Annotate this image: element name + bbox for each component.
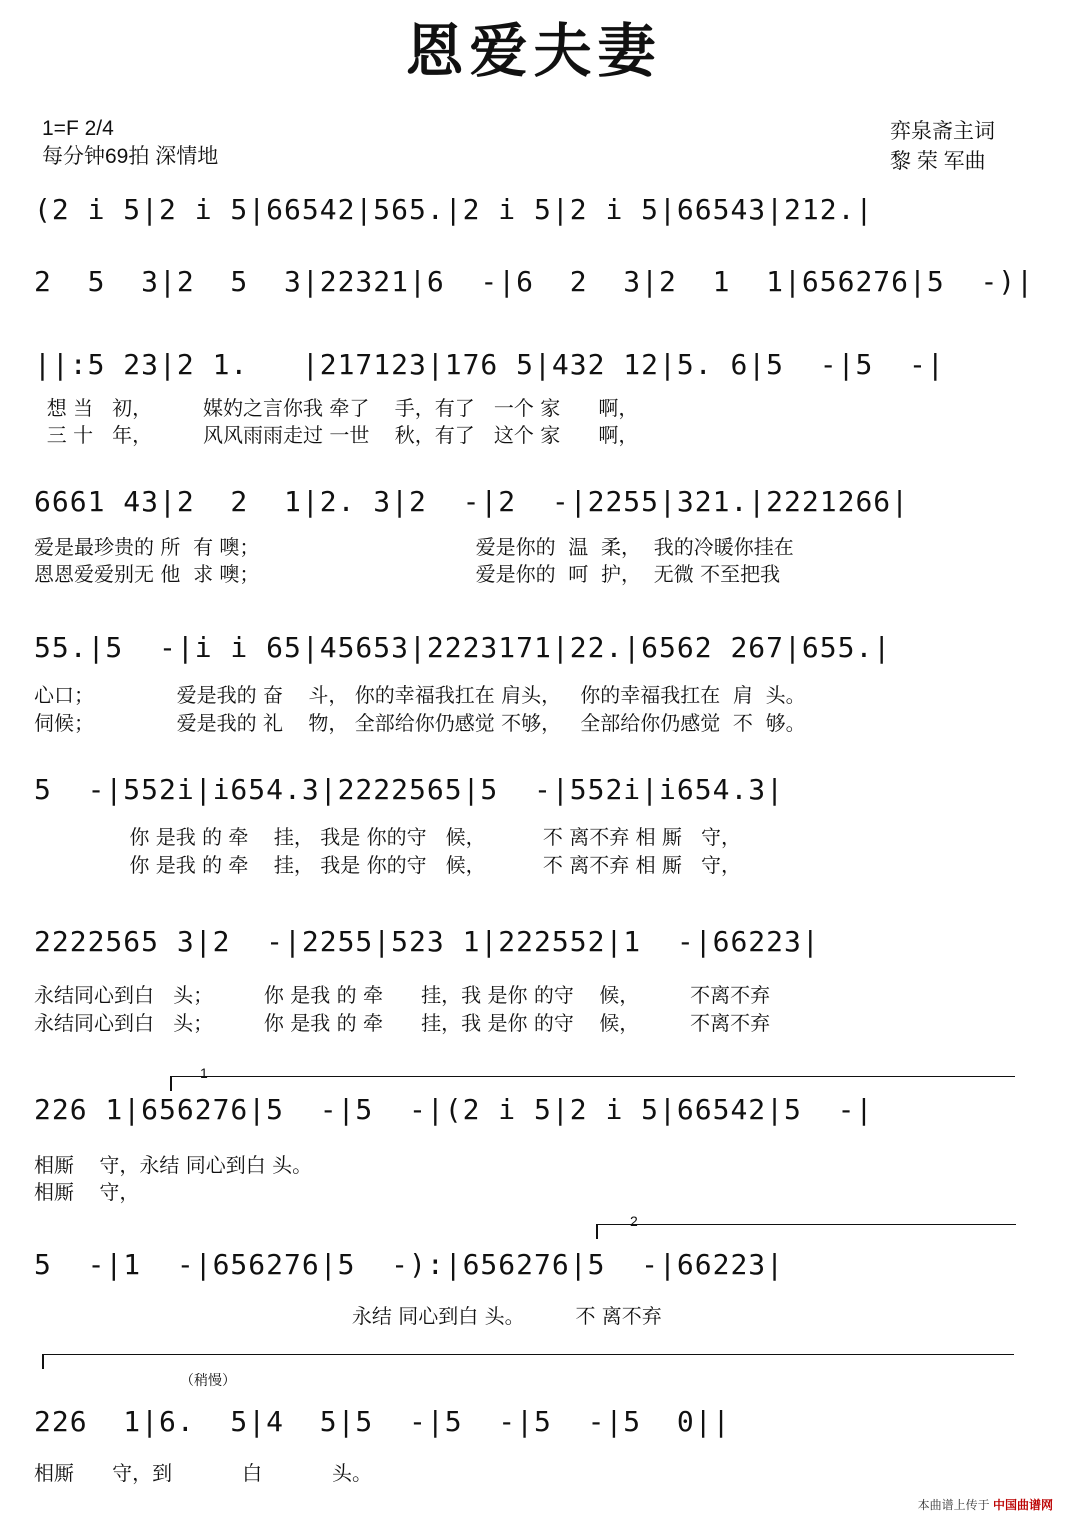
notation-line: 55.|5 -|i i 65|45653|2223171|22.|6562 267|655.| [34,631,892,664]
lyric-line: 永结同心到白 头； 你 是我 的 牵 挂，我 是你 的守 候， 不离不弃 [34,1011,771,1035]
composer-credit: 黎 荣 军曲 [890,150,986,173]
lyric-line: 你 是我 的 牵 挂， 我是 你的守 候， 不 离不弃 相 厮 守， [34,853,742,877]
lyric-line: 相厮 守， [34,1180,140,1204]
footer-text: 本曲谱上传于 [917,1498,990,1512]
footer-credit [918,1496,1053,1513]
notation-line: (2 i 5|2 i 5|66542|565.|2 i 5|2 i 5|66543|212.| [34,193,874,226]
volta-bracket-2 [596,1213,1016,1229]
lyric-line: 伺候； 爱是我的 礼 物， 全部给你仍感觉 不够， 全部给你仍感觉 不 够。 [34,711,806,735]
lyric-line: 恩恩爱爱别无 他 求 噢； 爱是你的 呵 护， 无微 不至把我 [34,562,781,586]
lyric-line: 你 是我 的 牵 挂， 我是 你的守 候， 不 离不弃 相 厮 守， [34,825,742,849]
lyric-line: 想 当 初， 媒妁之言你我 牵了 手，有了 一个 家 啊， [34,396,639,420]
site-logo[interactable]: 中国曲谱网 [992,1498,1053,1512]
tempo-marking: 每分钟69拍 深情地 [42,145,219,168]
lyric-line: 三 十 年， 风风雨雨走过 一世 秋，有了 这个 家 啊， [34,423,639,447]
lyric-line: 心口； 爱是我的 奋 斗， 你的幸福我扛在 肩头， 你的幸福我扛在 肩 头。 [34,683,806,707]
volta-number: 2 [630,1213,638,1229]
lyric-line: 永结同心到白 头； 你 是我 的 牵 挂，我 是你 的守 候， 不离不弃 [34,983,771,1007]
lyric-line: 永结 同心到白 头。 不 离不弃 [34,1304,662,1328]
lyric-line: 相厮 守，永结 同心到白 头。 [34,1153,313,1177]
tempo-change-marking: （稍慢） [180,1372,236,1388]
notation-line: 226 1|656276|5 -|5 -|(2 i 5|2 i 5|66542|5 -| [34,1093,874,1126]
volta-number: 1 [200,1065,208,1081]
section-bracket [42,1354,1014,1355]
notation-line: 5 -|552i|i654.3|2222565|5 -|552i|i654.3| [34,773,785,806]
notation-line: 226 1|6. 5|4 5|5 -|5 -|5 -|5 0|| [34,1405,731,1438]
notation-line: 2222565 3|2 -|2255|523 1|222552|1 -|66223| [34,925,820,958]
page-title: 恩爱夫妻 [405,17,662,85]
notation-line: 5 -|1 -|656276|5 -):|656276|5 -|66223| [34,1248,785,1281]
lyric-line: 相厮 守，到 白 头。 [34,1461,373,1485]
notation-line: ||:5 23|2 1. |217123|176 5|432 12|5. 6|5 -|5 -| [34,348,945,381]
lyric-line: 爱是最珍贵的 所 有 噢； 爱是你的 温 柔， 我的冷暖你挂在 [34,535,794,559]
volta-bracket-1 [170,1065,1015,1081]
notation-line: 6661 43|2 2 1|2. 3|2 -|2 -|2255|321.|2221266| [34,485,910,518]
notation-line: 2 5 3|2 5 3|22321|6 -|6 2 3|2 1 1|656276|5 -)| [34,265,1035,298]
key-signature: 1=F 2/4 [42,117,114,140]
lyricist-credit: 弈泉斋主词 [890,120,995,143]
